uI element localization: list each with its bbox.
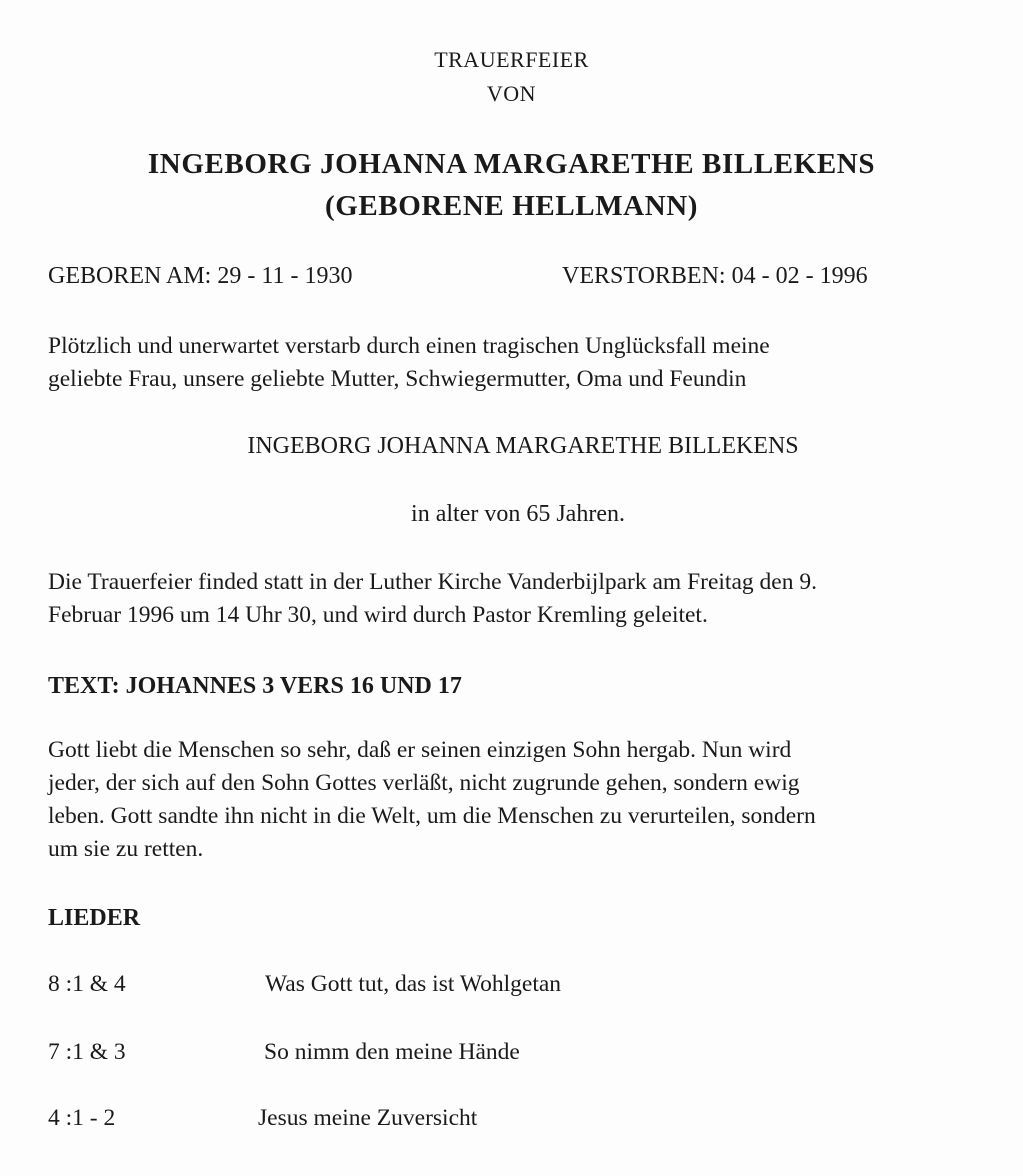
- song-number: 8 :1 & 4: [48, 971, 126, 997]
- song-row: [48, 968, 748, 1000]
- song-title: Jesus meine Zuversicht: [258, 1105, 478, 1131]
- scripture-line: jeder, der sich auf den Sohn Gottes verläßt, nicht zugrunde gehen, sondern ewig: [48, 770, 800, 796]
- song-title: So nimm den meine Hände: [264, 1039, 520, 1065]
- deceased-full-name: INGEBORG JOHANNA MARGARETHE BILLEKENS: [147, 148, 876, 180]
- song-row: [48, 1102, 748, 1134]
- deceased-maiden-name: (GEBORENE HELLMANN): [324, 190, 699, 222]
- song-number: 7 :1 & 3: [48, 1039, 126, 1065]
- service-paragraph: [48, 566, 988, 632]
- announcement-paragraph: [48, 330, 988, 396]
- songs-heading: LIEDER: [48, 905, 141, 931]
- scripture-line: Gott liebt die Menschen so sehr, daß er seinen einzigen Sohn hergab. Nun wird: [48, 737, 792, 763]
- announcement-line: geliebte Frau, unsere geliebte Mutter, Schwiegermutter, Oma und Feundin: [48, 366, 747, 392]
- age-line: in alter von 65 Jahren.: [411, 501, 625, 527]
- birth-date: GEBOREN AM: 29 - 11 - 1930: [48, 263, 353, 289]
- header-von: VON: [486, 81, 537, 106]
- scripture-line: um sie zu retten.: [48, 836, 204, 862]
- song-title: Was Gott tut, das ist Wohlgetan: [265, 971, 562, 997]
- deceased-name-repeat: INGEBORG JOHANNA MARGARETHE BILLEKENS: [247, 433, 799, 459]
- service-line: Februar 1996 um 14 Uhr 30, und wird durch Pastor Kremling geleitet.: [48, 602, 708, 628]
- scripture-line: leben. Gott sandte ihn nicht in die Welt, um die Menschen zu verurteilen, sondern: [48, 803, 816, 829]
- scripture-paragraph: [48, 734, 988, 866]
- service-line: Die Trauerfeier finded statt in der Luther Kirche Vanderbijlpark am Freitag den 9.: [48, 569, 817, 595]
- header-title: TRAUERFEIER: [434, 47, 589, 72]
- announcement-line: Plötzlich und unerwartet verstarb durch einen tragischen Unglücksfall meine: [48, 333, 770, 359]
- death-date: VERSTORBEN: 04 - 02 - 1996: [562, 263, 868, 289]
- song-number: 4 :1 - 2: [48, 1105, 116, 1131]
- scripture-heading: TEXT: JOHANNES 3 VERS 16 UND 17: [48, 673, 462, 699]
- song-row: [48, 1036, 748, 1068]
